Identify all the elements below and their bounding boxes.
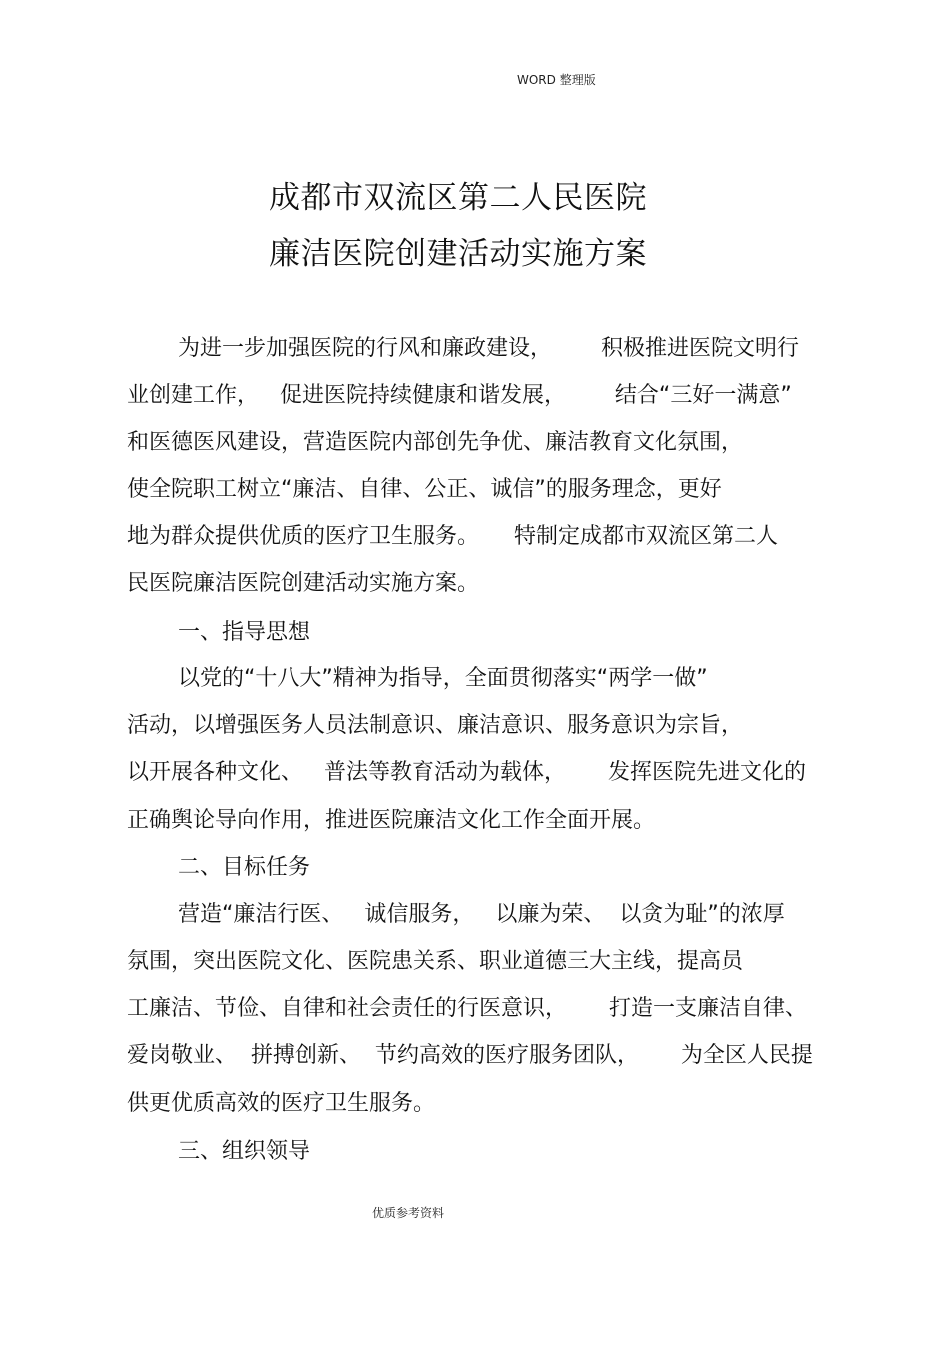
section-heading: 二、目标任务 bbox=[178, 855, 311, 880]
paragraph-line: 活动，以增强医务人员法制意识、廉洁意识、服务意识为宗旨， bbox=[127, 713, 744, 738]
document-title-line-1: 成都市双流区第二人民医院 bbox=[269, 180, 647, 216]
paragraph-line: 为进一步加强医院的行风和廉政建设， 积极推进医院文明行 bbox=[178, 336, 799, 361]
section-heading: 三、组织领导 bbox=[178, 1139, 311, 1164]
paragraph-line: 营造“廉洁行医、 诚信服务， 以廉为荣、 以贪为耻”的浓厚 bbox=[178, 902, 785, 927]
paragraph-line: 供更优质高效的医疗卫生服务。 bbox=[127, 1091, 436, 1116]
paragraph-line: 氛围，突出医院文化、医院患关系、职业道德三大主线，提高员 bbox=[127, 949, 744, 974]
paragraph-line: 爱岗敬业、 拼搏创新、 节约高效的医疗服务团队， 为全区人民提 bbox=[127, 1043, 813, 1068]
paragraph-line: 以党的“十八大”精神为指导，全面贯彻落实“两学一做” bbox=[178, 666, 708, 691]
page-footer-note: 优质参考资料 bbox=[372, 1206, 445, 1220]
document-title-line-2: 廉洁医院创建活动实施方案 bbox=[269, 236, 647, 272]
paragraph-line: 以开展各种文化、 普法等教育活动为载体， 发挥医院先进文化的 bbox=[127, 760, 806, 785]
paragraph-line: 使全院职工树立“廉洁、自律、公正、诚信”的服务理念，更好 bbox=[127, 477, 722, 502]
paragraph-line: 正确舆论导向作用，推进医院廉洁文化工作全面开展。 bbox=[127, 808, 656, 833]
paragraph-line: 工廉洁、节俭、自律和社会责任的行医意识， 打造一支廉洁自律、 bbox=[127, 996, 807, 1021]
paragraph-line: 和医德医风建设，营造医院内部创先争优、廉洁教育文化氛围， bbox=[127, 430, 744, 455]
paragraph-line: 业创建工作， 促进医院持续健康和谐发展， 结合“三好一满意” bbox=[127, 383, 792, 408]
page-header-note: WORD 整理版 bbox=[517, 73, 596, 87]
section-heading: 一、指导思想 bbox=[178, 620, 311, 645]
paragraph-line: 地为群众提供优质的医疗卫生服务。 特制定成都市双流区第二人 bbox=[127, 524, 778, 549]
paragraph-line: 民医院廉洁医院创建活动实施方案。 bbox=[127, 571, 480, 596]
